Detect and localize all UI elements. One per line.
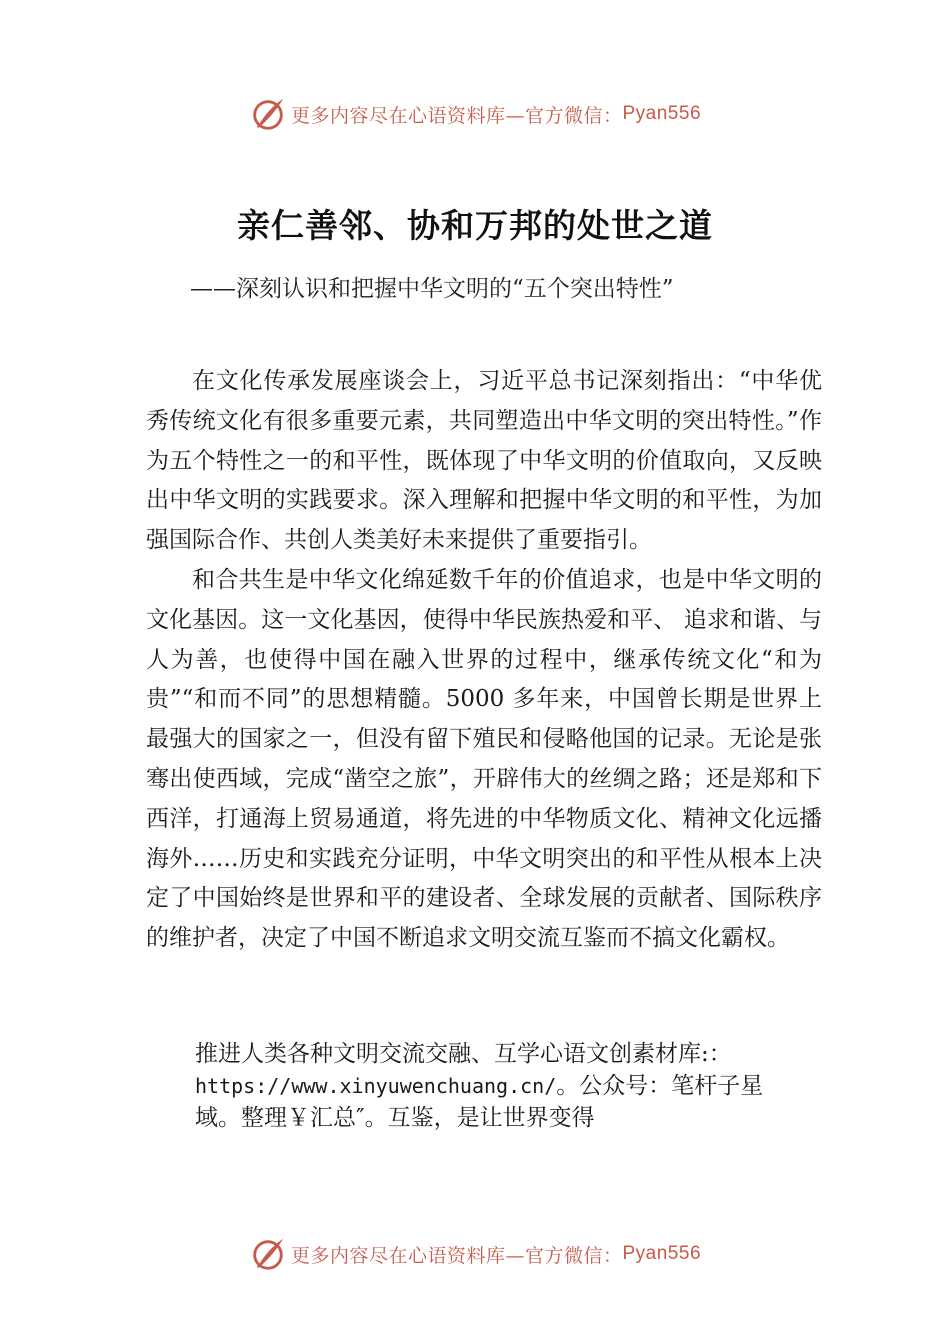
banner-text: 更多内容尽在心语资料库—官方微信： (290, 1244, 623, 1267)
watermark-note (195, 1038, 815, 1134)
paragraph-1: 在文化传承发展座谈会上，习近平总书记深刻指出：“中华优秀传统文化有很多重要元素，共同塑造出中华文明的突出特性。”作为五个特性之一的和平性，既体现了中华文明的价值取向，又反映出中华文明的实践要求。深入理解和把握中华文明的和平性，为加强国际合作、共创人类美好未来提供了重要指引。 (146, 368, 822, 554)
page-subtitle: ——深刻认识和把握中华文明的“五个突出特性” (190, 276, 674, 302)
banner-text: 更多内容尽在心语资料库—官方微信： (290, 104, 623, 127)
quill-pen-logo-icon (249, 1235, 287, 1273)
header-watermark-banner (0, 94, 950, 134)
page-title: 亲仁善邻、协和万邦的处世之道 (237, 206, 713, 245)
article-body (146, 362, 822, 959)
banner-wechat-id: Pyan556 (622, 1243, 702, 1264)
note-line-1: 推进人类各种文明交流交融、互学心语文创素材库:： (195, 1041, 732, 1067)
note-line-3: 域。整理￥汇总″。互鉴，是让世界变得 (195, 1105, 595, 1131)
footer-watermark-banner (0, 1234, 950, 1274)
note-line-2-suffix: 。公众号：笔杆子星 (556, 1073, 764, 1099)
note-url-link[interactable]: https://www.xinyuwenchuang.cn/ (195, 1074, 557, 1098)
banner-wechat-id: Pyan556 (622, 103, 702, 124)
paragraph-2: 和合共生是中华文化绵延数千年的价值追求，也是中华文明的文化基因。这一文化基因，使得中华民族热爱和平、 追求和谐、与人为善，也使得中国在融入世界的过程中，继承传统文化“和为贵”“和而不同”的思想精髓。5000 多年来，中国曾长期是世界上最强大的国家之一，但没有留下殖民和侵略他国的记录。无论是张骞出使西域，完成“凿空之旅”，开辟伟大的丝绸之路；还是郑和下西洋，打通海上贸易通道，将先进的中华物质文化、精神文化远播海外……历史和实践充分证明，中华文明突出的和平性从根本上决定了中国始终是世界和平的建设者、全球发展的贡献者、国际秩序的维护者，决定了中国不断追求文明交流互鉴而不搞文化霸权。 (146, 566, 822, 952)
quill-pen-logo-icon (249, 95, 287, 133)
note-line-2 (195, 1070, 815, 1102)
